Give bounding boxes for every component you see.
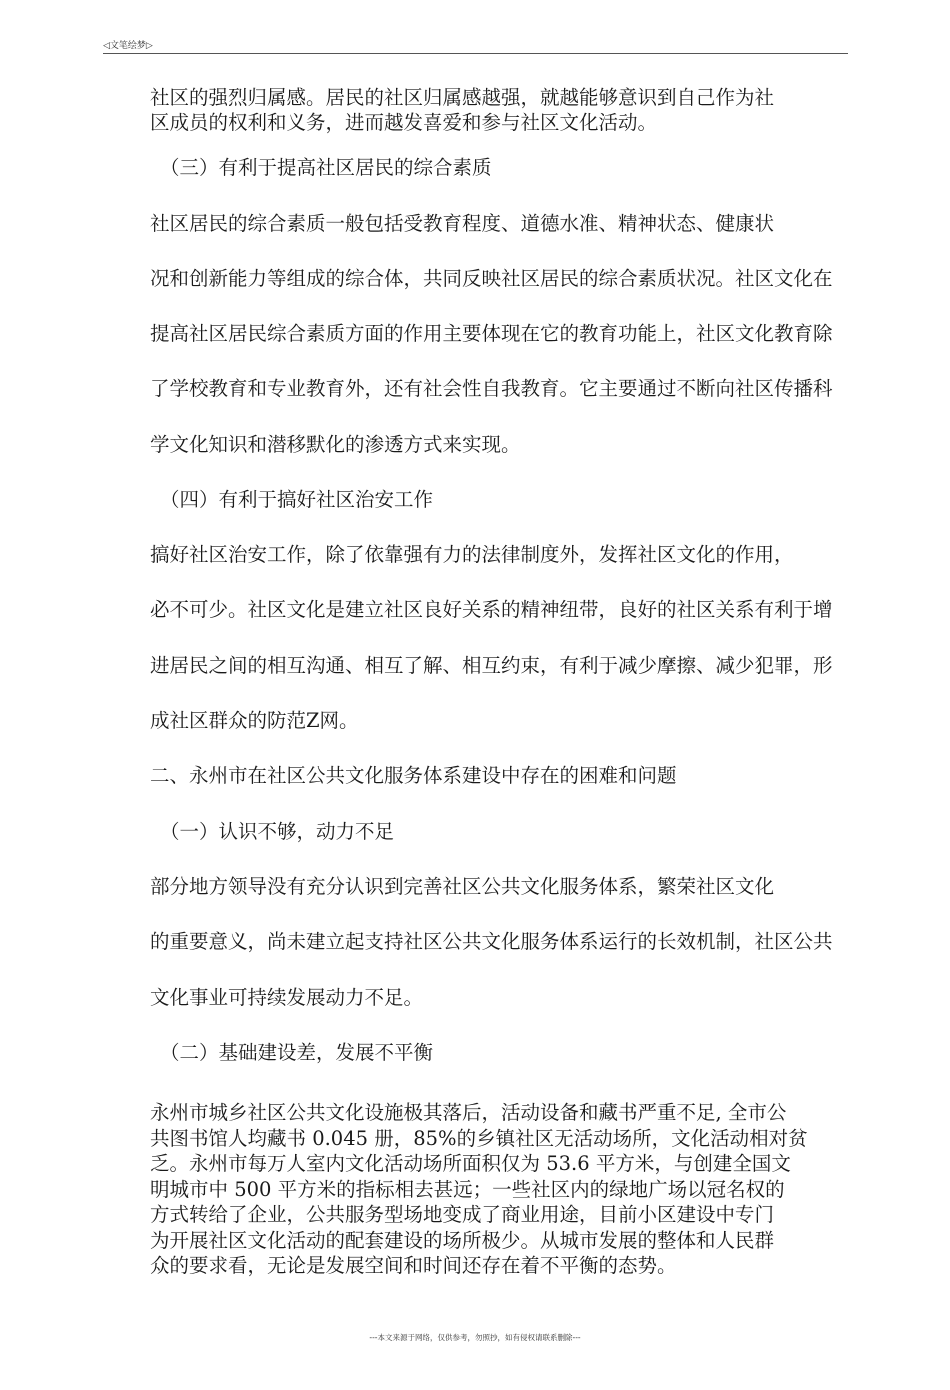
paragraph-line: 部分地方领导没有充分认识到完善社区公共文化服务体系，繁荣社区文化 [150,875,775,898]
paragraph-line: 成社区群众的防范Z网。 [150,709,359,732]
paragraph-line: 的重要意义，尚未建立起支持社区公共文化服务体系运行的长效机制，社区公共 [150,930,833,953]
paragraph-line: 明城市中 500 平方米的指标相去甚远；一些社区内的绿地广场以冠名权的 [150,1178,785,1201]
paragraph-line: 况和创新能力等组成的综合体，共同反映社区居民的综合素质状况。社区文化在 [150,267,833,290]
paragraph-line: 方式转给了企业，公共服务型场地变成了商业用途，目前小区建设中专门 [150,1203,775,1226]
paragraph-line: 必不可少。社区文化是建立社区良好关系的精神纽带，良好的社区关系有利于增 [150,598,833,621]
paragraph-line: 共图书馆人均藏书 0.045 册，85%的乡镇社区无活动场所，文化活动相对贫 [150,1127,808,1150]
paragraph-line: 了学校教育和专业教育外，还有社会性自我教育。它主要通过不断向社区传播科 [150,377,833,400]
chapter-heading: 二、永州市在社区公共文化服务体系建设中存在的困难和问题 [150,764,677,787]
paragraph-line: 搞好社区治安工作，除了依靠强有力的法律制度外，发挥社区文化的作用， [150,543,794,566]
paragraph-line: 进居民之间的相互沟通、相互了解、相互约束，有利于减少摩擦、减少犯罪，形 [150,654,833,677]
page-header-mark: ◁文笔绘梦▷ [103,41,153,51]
page-footer-note: ---本文来源于网络，仅供参考，勿照抄，如有侵权请联系删除--- [369,1333,581,1342]
paragraph-line: 社区的强烈归属感。居民的社区归属感越强，就越能够意识到自己作为社 [150,86,775,109]
paragraph-line: 社区居民的综合素质一般包括受教育程度、道德水准、精神状态、健康状 [150,212,775,235]
header-divider [103,53,848,54]
paragraph-line: 区成员的权利和义务，进而越发喜爱和参与社区文化活动。 [150,111,658,134]
paragraph-line: 学文化知识和潜移默化的渗透方式来实现。 [150,433,521,456]
section-heading: （四）有利于搞好社区治安工作 [160,488,434,511]
section-heading: （二）基础建设差，发展不平衡 [160,1041,434,1064]
paragraph-line: 为开展社区文化活动的配套建设的场所极少。从城市发展的整体和人民群 [150,1229,775,1252]
paragraph-line: 文化事业可持续发展动力不足。 [150,986,424,1009]
section-heading: （三）有利于提高社区居民的综合素质 [160,156,492,179]
paragraph-line: 永州市城乡社区公共文化设施极其落后，活动设备和藏书严重不足, 全市公 [150,1101,787,1124]
section-heading: （一）认识不够，动力不足 [160,820,395,843]
paragraph-line: 提高社区居民综合素质方面的作用主要体现在它的教育功能上，社区文化教育除 [150,322,833,345]
paragraph-line: 乏。永州市每万人室内文化活动场所面积仅为 53.6 平方米，与创建全国文 [150,1152,791,1175]
paragraph-line: 众的要求看，无论是发展空间和时间还存在着不平衡的态势。 [150,1254,677,1277]
